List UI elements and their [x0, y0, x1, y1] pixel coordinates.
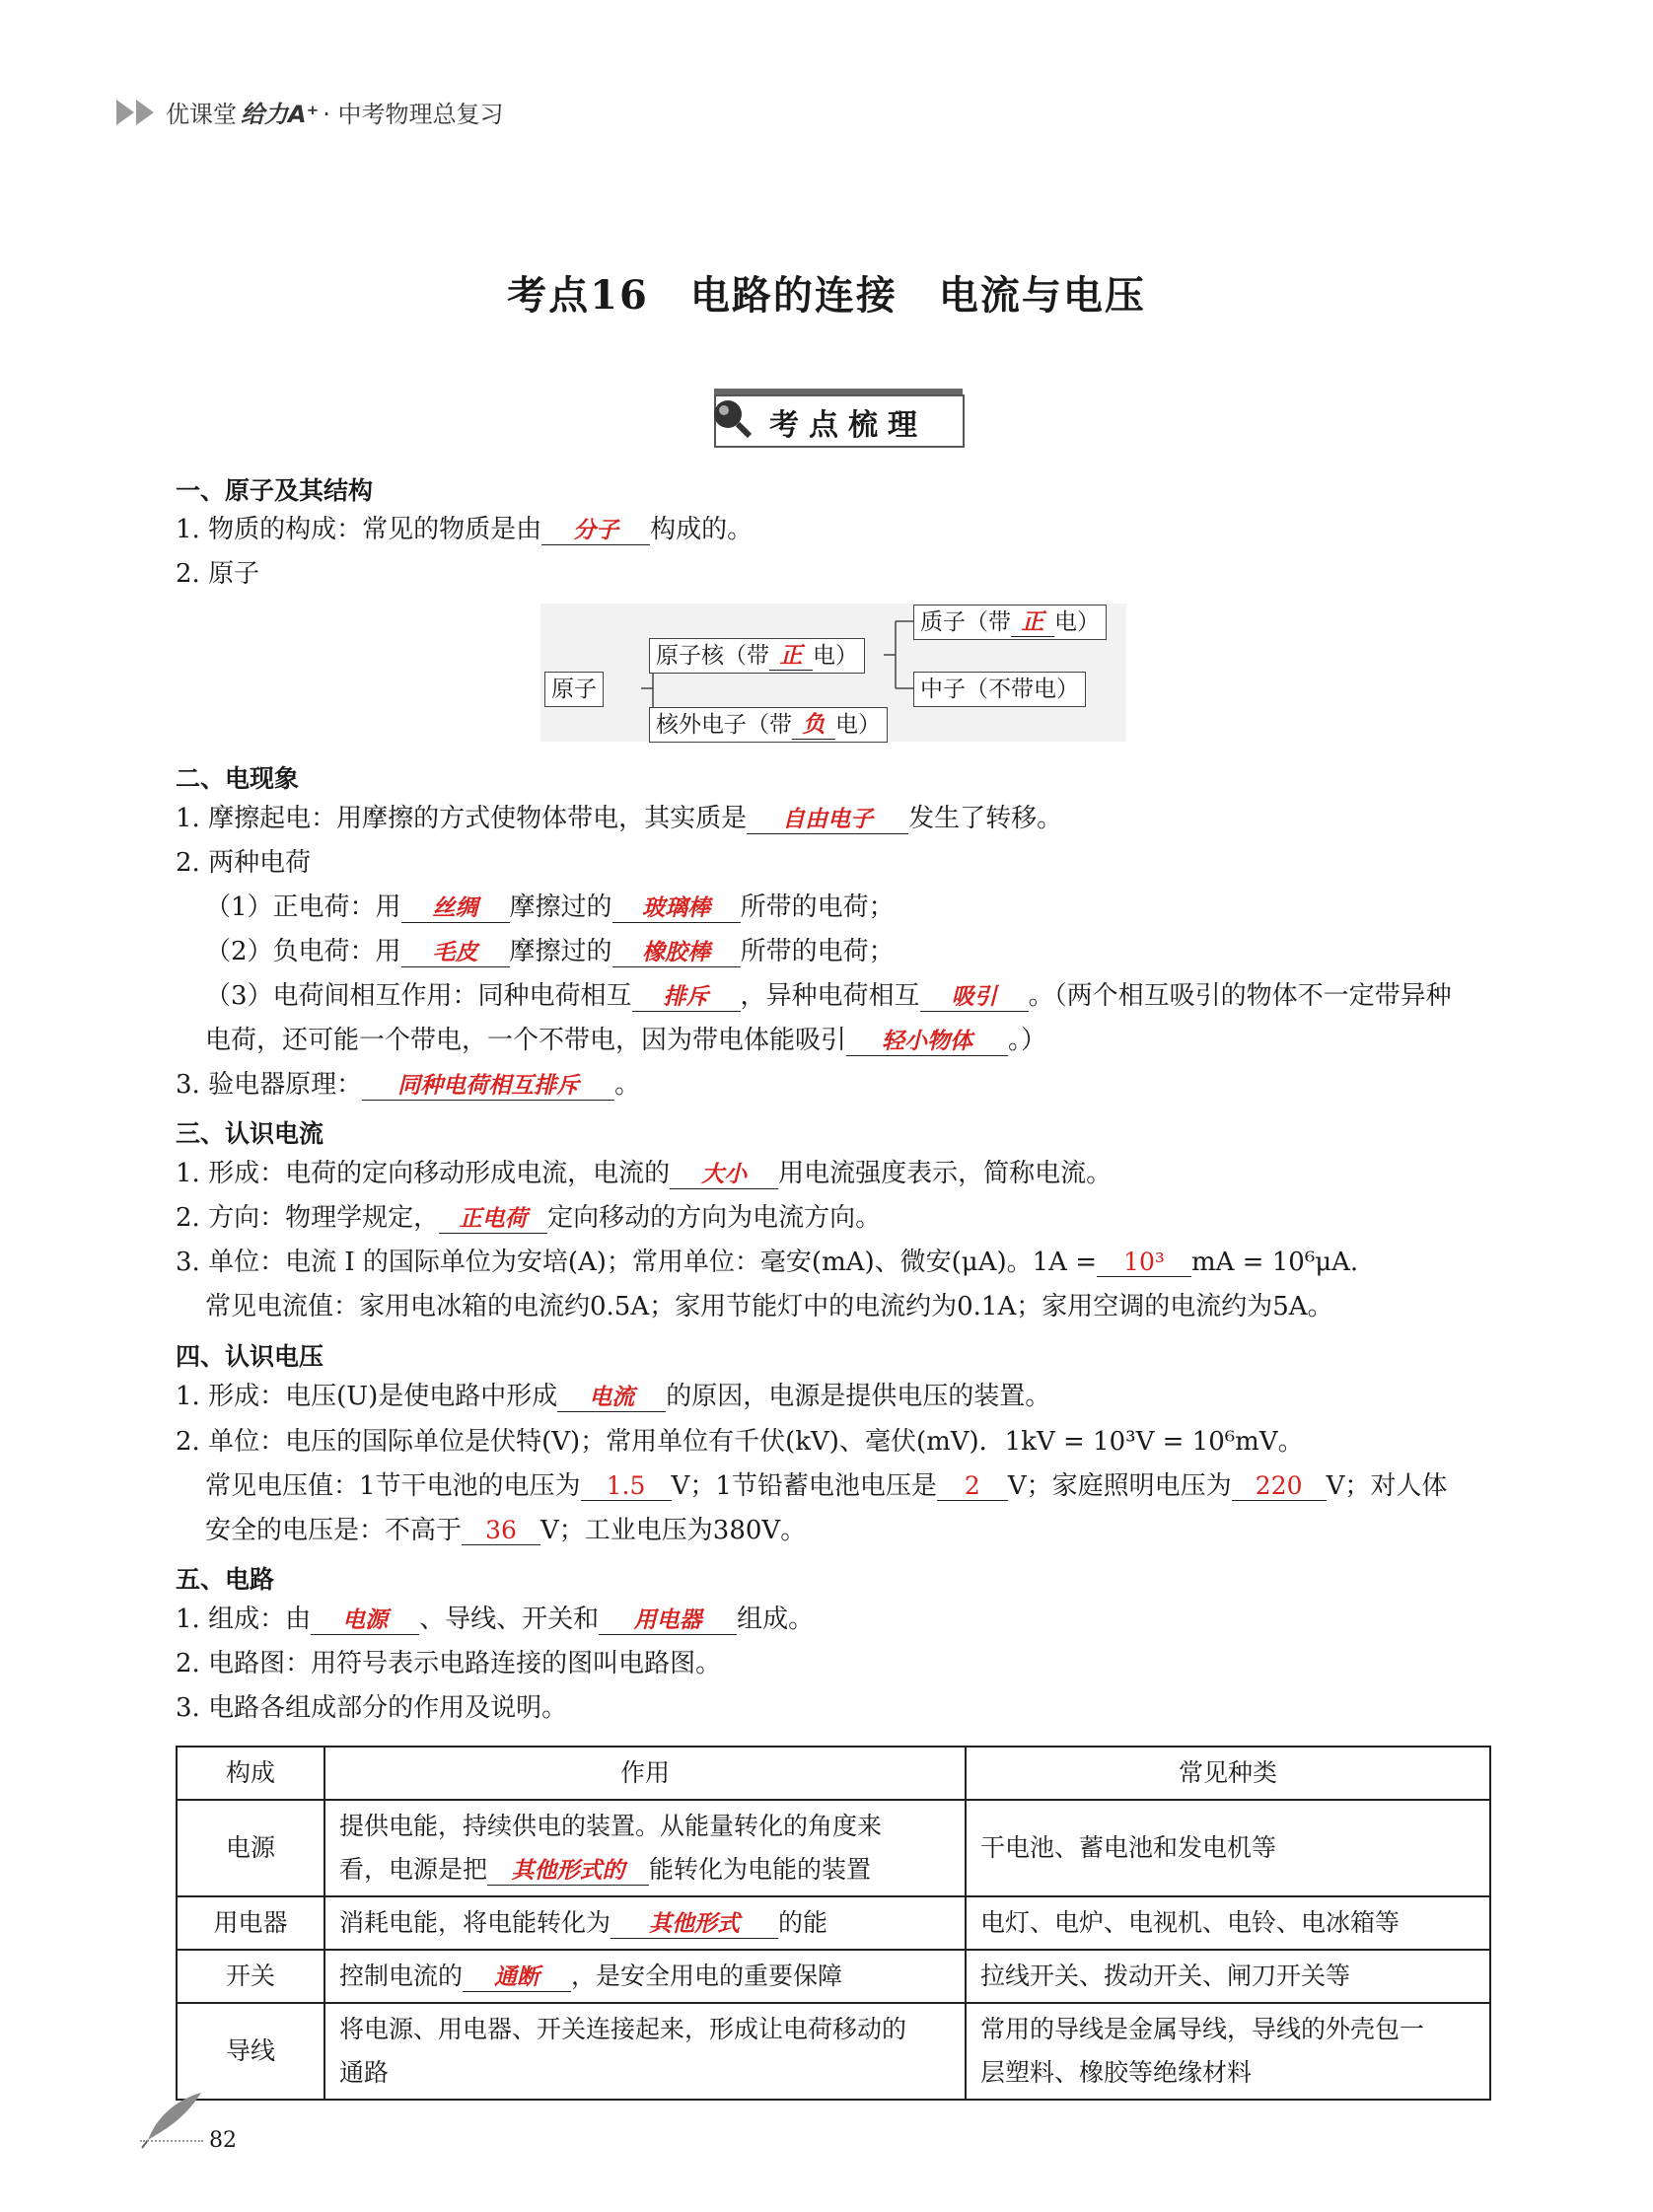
answer-blank: 电流: [557, 1384, 666, 1412]
arrow-icon: [136, 100, 154, 125]
column-header: 构成: [177, 1747, 324, 1800]
answer-blank: 分子: [541, 517, 650, 545]
text-line: （3）电荷间相互作用：同种电荷相互 排斥 ，异种电荷相互 吸引 。（两个相互吸引的物体不一定带异种: [205, 981, 1452, 1011]
answer-blank: 电源: [311, 1606, 419, 1635]
component-name: 导线: [177, 2003, 324, 2100]
brand: 优课堂: [166, 101, 237, 128]
answer-blank: 大小: [670, 1161, 778, 1189]
function-cell: 提供电能，持续供电的装置。从能量转化的角度来 看，电源是把 其他形式的 能转化为电能的装置: [324, 1800, 966, 1896]
circuit-components-table: [176, 1746, 1491, 2101]
arrow-icon: [116, 100, 134, 125]
text-line: 电荷，还可能一个带电，一个不带电，因为带电体能吸引 轻小物体 。）: [205, 1026, 1047, 1055]
footer-dots: [140, 2140, 203, 2142]
answer-blank: 10³: [1097, 1249, 1191, 1277]
component-name: 电源: [177, 1800, 324, 1896]
table-header-row: [177, 1747, 1490, 1800]
answer-blank: 其他形式: [611, 1910, 778, 1939]
kinds-cell: 常用的导线是金属导线，导线的外壳包一 层塑料、橡胶等绝缘材料: [966, 2003, 1490, 2100]
text-line: 3. 验电器原理： 同种电荷相互排斥 。: [176, 1070, 641, 1100]
answer-blank: 2: [937, 1472, 1008, 1501]
text-line: 1. 摩擦起电：用摩擦的方式使物体带电，其实质是 自由电子 发生了转移。: [176, 804, 1063, 833]
electron-box: 核外电子（带 负 电）: [649, 707, 888, 743]
neutron-box: 中子（不带电）: [913, 672, 1086, 707]
text-line: 1. 物质的构成：常见的物质是由 分子 构成的。: [176, 515, 754, 544]
text-line: （2）负电荷：用 毛皮 摩擦过的 橡胶棒 所带的电荷；: [205, 937, 895, 966]
function-cell: 消耗电能，将电能转化为 其他形式 的能: [324, 1896, 966, 1950]
text-line: 3. 单位：电流 I 的国际单位为安培(A)；常用单位：毫安(mA)、微安(μA)。1A = 10³ mA = 10⁶μA.: [176, 1248, 1359, 1277]
answer-blank: 毛皮: [401, 939, 510, 967]
column-header: 作用: [324, 1747, 966, 1800]
section-heading: 二、电现象: [176, 764, 300, 793]
text-line: 1. 组成：由 电源 、导线、开关和 用电器 组成。: [176, 1605, 815, 1634]
nucleus-box: 原子核（带 正 电）: [649, 638, 865, 674]
text-line: 1. 形成：电荷的定向移动形成电流，电流的 大小 用电流强度表示，简称电流。: [176, 1159, 1113, 1188]
component-name: 用电器: [177, 1896, 324, 1950]
kinds-cell: 电灯、电炉、电视机、电铃、电冰箱等: [966, 1896, 1490, 1950]
answer-blank: 吸引: [920, 983, 1029, 1012]
text-line: 1. 形成：电压(U)是使电路中形成 电流 的原因，电源是提供电压的装置。: [176, 1382, 1051, 1411]
atom-structure-diagram: [540, 604, 1126, 742]
answer-blank: 正: [1011, 608, 1054, 637]
answer-blank: 1.5: [581, 1472, 672, 1501]
column-header: 常见种类: [966, 1747, 1490, 1800]
atom-box: 原子: [544, 672, 604, 707]
answer-blank: 排斥: [632, 983, 741, 1012]
answer-blank: 同种电荷相互排斥: [362, 1072, 614, 1101]
banner-label: 考点梳理: [769, 408, 927, 443]
answer-blank: 轻小物体: [846, 1028, 1008, 1056]
section-heading: 五、电路: [176, 1565, 275, 1594]
text-line: 常见电流值：家用电冰箱的电流约0.5A；家用节能灯中的电流约为0.1A；家用空调的电流约为5A。: [205, 1292, 1333, 1321]
answer-blank: 36: [462, 1517, 540, 1545]
section-heading: 四、认识电压: [176, 1342, 324, 1371]
answer-blank: 自由电子: [747, 806, 908, 834]
page-title: 考点16 电路的连接 电流与电压: [507, 272, 1146, 319]
table-row: [177, 1950, 1490, 2003]
component-name: 开关: [177, 1950, 324, 2003]
table-row: [177, 1800, 1490, 1896]
table-row: [177, 2003, 1490, 2100]
text-line: 3. 电路各组成部分的作用及说明。: [176, 1693, 568, 1723]
answer-blank: 橡胶棒: [612, 939, 741, 967]
text-line: 2. 电路图：用符号表示电路连接的图叫电路图。: [176, 1649, 722, 1678]
page-number: 82: [209, 2128, 237, 2153]
kinds-cell: 干电池、蓄电池和发电机等: [966, 1800, 1490, 1896]
function-cell: 控制电流的 通断 ，是安全用电的重要保障: [324, 1950, 966, 2003]
answer-blank: 丝绸: [401, 894, 510, 923]
kinds-cell: 拉线开关、拨动开关、闸刀开关等: [966, 1950, 1490, 2003]
table-row: [177, 1896, 1490, 1950]
text-line: 安全的电压是：不高于 36 V；工业电压为380V。: [205, 1516, 807, 1545]
section-heading: 一、原子及其结构: [176, 476, 374, 505]
answer-blank: 负: [792, 711, 835, 740]
answer-blank: 用电器: [599, 1606, 737, 1635]
section-heading: 三、认识电流: [176, 1119, 324, 1148]
series-logo: 给力A⁺: [241, 101, 320, 128]
magnifier-icon: [708, 396, 752, 440]
function-cell: 将电源、用电器、开关连接起来，形成让电荷移动的 通路: [324, 2003, 966, 2100]
text-line: 2. 单位：电压的国际单位是伏特(V)；常用单位有千伏(kV)、毫伏(mV)．1kV = 10³V = 10⁶mV。: [176, 1427, 1304, 1457]
text-line: 2. 两种电荷: [176, 848, 312, 878]
section-banner: [708, 394, 963, 446]
text-line: 常见电压值：1节干电池的电压为 1.5 V；1节铅蓄电池电压是 2 V；家庭照明电压为 220 V；对人体: [205, 1471, 1448, 1501]
text-line: （1）正电荷：用 丝绸 摩擦过的 玻璃棒 所带的电荷；: [205, 892, 895, 922]
answer-blank: 通断: [463, 1963, 571, 1992]
header-subtitle: · 中考物理总复习: [323, 101, 504, 128]
answer-blank: 玻璃棒: [612, 894, 741, 923]
answer-blank: 220: [1232, 1472, 1327, 1501]
answer-blank: 正电荷: [439, 1205, 547, 1234]
answer-blank: 其他形式的: [487, 1857, 649, 1886]
running-header: [116, 95, 504, 129]
text-line: 2. 原子: [176, 559, 260, 589]
proton-box: 质子（带 正 电）: [913, 605, 1107, 640]
answer-blank: 正: [769, 642, 813, 671]
text-line: 2. 方向：物理学规定， 正电荷 定向移动的方向为电流方向。: [176, 1203, 882, 1233]
